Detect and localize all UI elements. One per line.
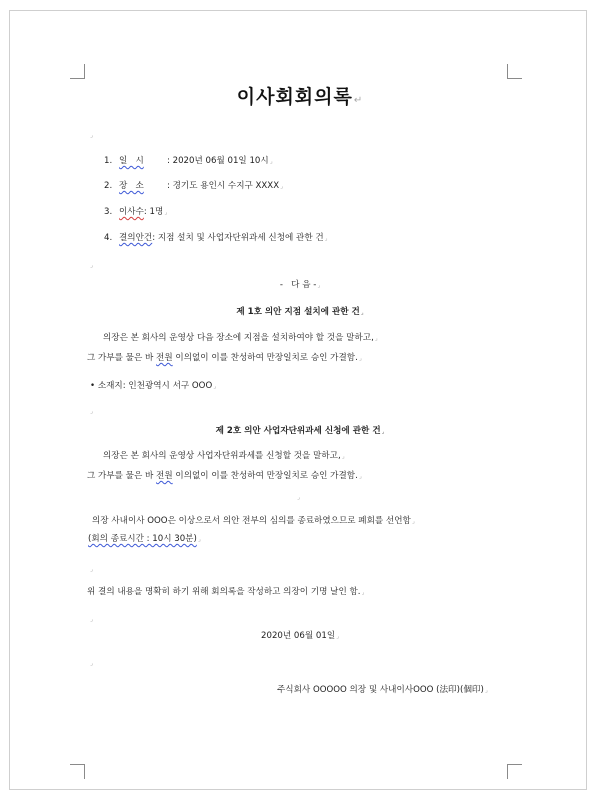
resolution2-line2[interactable]: 그 가부를 물은 바 전원 이의없이 이를 찬성하여 만장일치로 승인 가결함.⌟ (87, 471, 362, 481)
margin-corner-bottom-right (507, 764, 522, 779)
paragraph-mark-icon: ⌟ (484, 687, 488, 694)
document-date[interactable]: 2020년 06월 01일⌟ (261, 631, 339, 641)
separator-text[interactable]: - 다 음 -⌟ (279, 280, 321, 290)
list-item-label: 이사수 (119, 207, 144, 217)
list-item-value: : 지점 설치 및 사업자단위과세 신청에 관한 건 (152, 233, 324, 243)
paragraph-mark-icon: ⌟ (90, 566, 93, 573)
statement-text[interactable]: 위 결의 내용을 명확히 하기 위해 회의록을 작성하고 의장이 기명 날인 함.⌟ (87, 587, 365, 597)
paragraph-mark-icon: ⌟ (341, 453, 345, 460)
paragraph-mark-icon: ⌟ (164, 209, 168, 216)
paragraph-mark-icon: ⌟ (381, 428, 385, 435)
signature-line[interactable]: 주식회사 OOOOO 의장 및 사내이사OOO (法印)(個印)⌟ (277, 685, 488, 695)
resolution1-line1[interactable]: 의장은 본 회사의 운영상 다음 장소에 지점을 설치하여야 할 것을 말하고,⌟ (103, 333, 378, 343)
list-item-value: : 2020년 06월 01일 10시 (167, 156, 269, 166)
paragraph-mark-icon: ⌟ (90, 132, 93, 139)
list-item-number: 2. (104, 181, 113, 191)
paragraph-mark-icon: ⌟ (213, 383, 217, 390)
paragraph-mark-icon: ↵ (353, 95, 364, 106)
paragraph-mark-icon: ⌟ (90, 616, 93, 623)
paragraph-mark-icon: ⌟ (280, 183, 283, 190)
paragraph-mark-icon: ⌟ (374, 335, 378, 342)
margin-corner-bottom-left (70, 764, 85, 779)
paragraph-mark-icon: ⌟ (411, 518, 415, 525)
list-item-value: : 1명 (143, 207, 164, 217)
closing-line1[interactable]: 의장 사내이사 OOO은 이상으로서 의안 전부의 심의를 종료하였으므로 폐회를 선언함⌟ (92, 516, 415, 526)
paragraph-mark-icon: ⌟ (358, 473, 362, 480)
list-item[interactable] (104, 206, 167, 219)
paragraph-mark-icon: ⌟ (324, 235, 328, 242)
paragraph-mark-icon: ⌟ (90, 660, 93, 667)
paragraph-mark-icon: ⌟ (90, 408, 93, 415)
list-item-label: 일 시 (119, 156, 144, 166)
paragraph-mark-icon: ⌟ (297, 494, 300, 501)
paragraph-mark-icon: ⌟ (197, 536, 201, 543)
paragraph-mark-icon: ⌟ (317, 282, 321, 289)
document-page (9, 10, 587, 790)
list-item[interactable] (104, 155, 273, 168)
list-item-label: 결의안건 (119, 233, 153, 243)
margin-corner-top-left (70, 64, 85, 79)
resolution1-heading[interactable]: 제 1호 의안 지점 설치에 관한 건⌟ (236, 307, 364, 317)
paragraph-mark-icon: ⌟ (358, 355, 362, 362)
paragraph-mark-icon: ⌟ (360, 309, 364, 316)
list-item-value: : 경기도 용인시 수지구 XXXX (167, 181, 280, 191)
list-item-number: 1. (104, 156, 113, 166)
list-item-number: 4. (104, 233, 113, 243)
resolution1-line2[interactable]: 그 가부를 물은 바 전원 이의없이 이를 찬성하여 만장일치로 승인 가결함.⌟ (87, 353, 362, 363)
closing-line2[interactable]: (회의 종료시간 : 10시 30분)⌟ (88, 534, 201, 544)
list-item-label: 장 소 (119, 181, 144, 191)
resolution2-line1[interactable]: 의장은 본 회사의 운영상 사업자단위과세를 신청할 것을 말하고,⌟ (103, 451, 345, 461)
list-item[interactable] (104, 180, 283, 193)
bullet-icon: • (90, 381, 98, 391)
paragraph-mark-icon: ⌟ (361, 589, 365, 596)
document-title[interactable]: 이사회회의록↵ (236, 86, 364, 108)
paragraph-mark-icon: ⌟ (90, 262, 93, 269)
resolution2-heading[interactable]: 제 2호 의안 사업자단위과세 신청에 관한 건⌟ (215, 426, 385, 436)
paragraph-mark-icon: ⌟ (336, 633, 339, 640)
paragraph-mark-icon: ⌟ (269, 158, 273, 165)
bullet-item[interactable]: • 소재지: 인천광역시 서구 OOO⌟ (90, 381, 217, 391)
list-item[interactable] (104, 232, 327, 245)
margin-corner-top-right (507, 64, 522, 79)
list-item-number: 3. (104, 207, 113, 217)
